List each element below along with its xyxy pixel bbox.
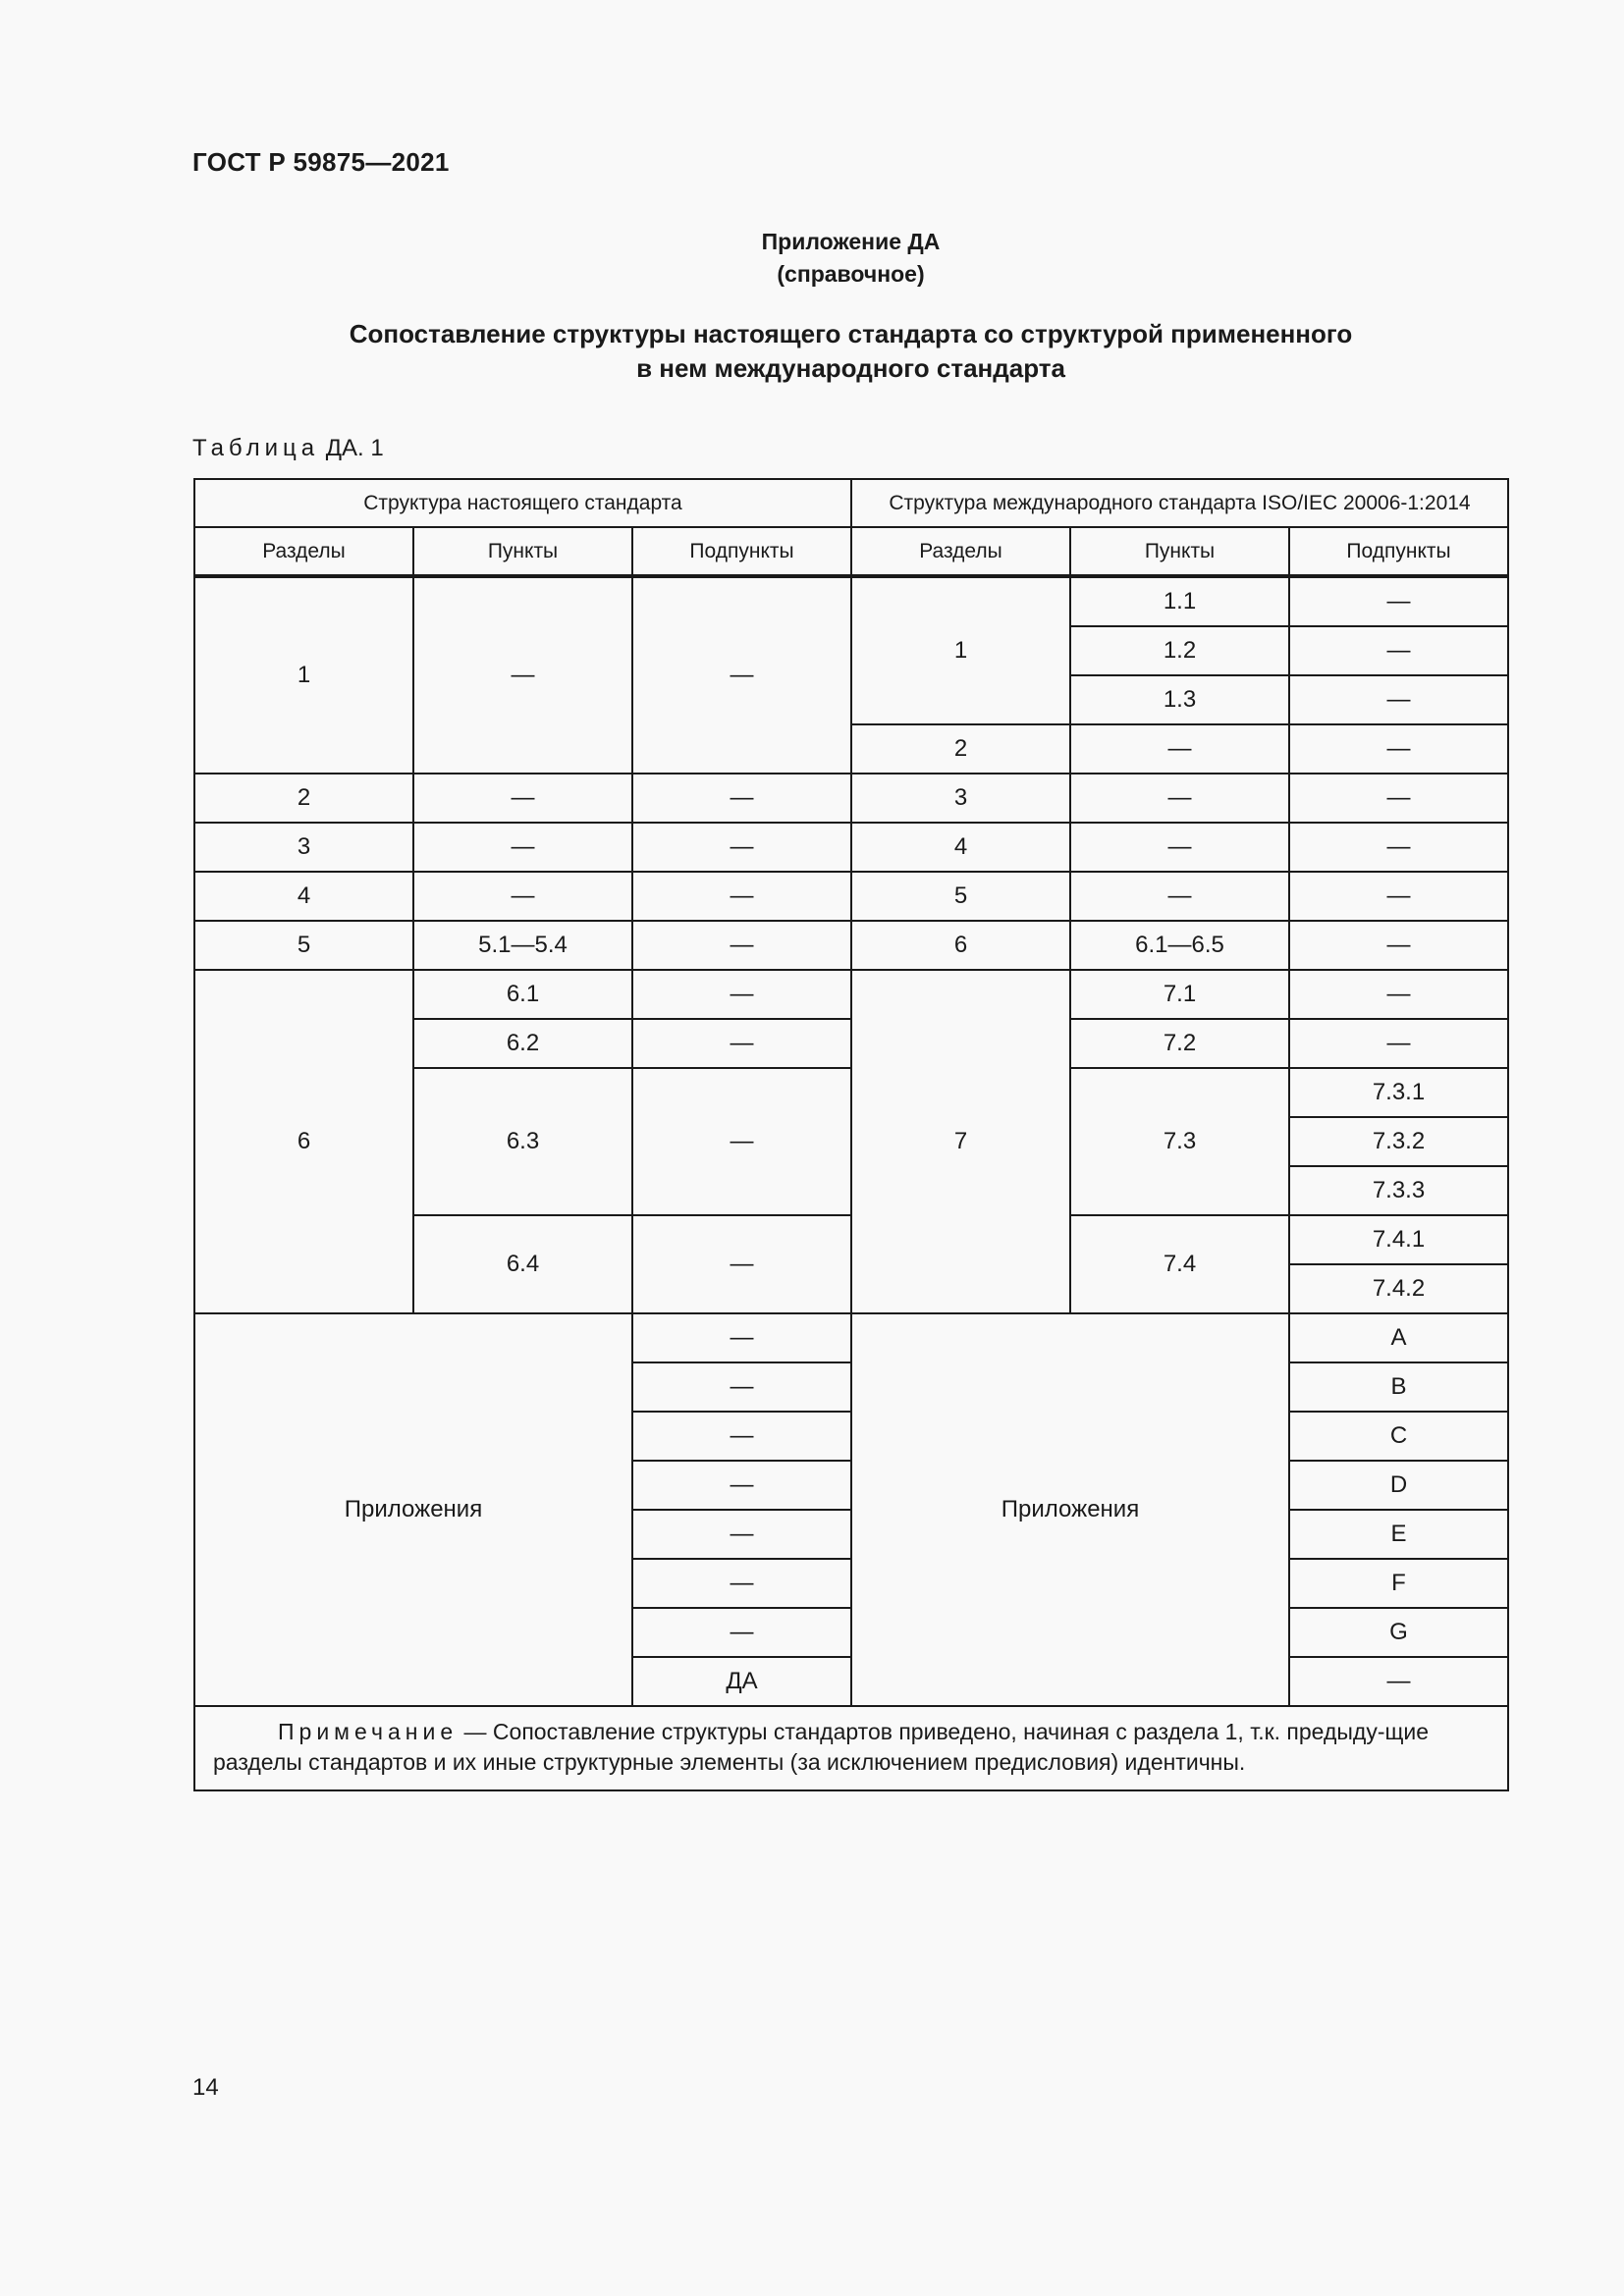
table-cell: 6.1 [413, 970, 632, 1019]
table-cell: 6.1—6.5 [1070, 921, 1289, 970]
table-cell: — [1289, 872, 1508, 921]
table-cell: — [632, 1215, 851, 1313]
appendix-heading [0, 226, 1624, 291]
table-cell: 4 [851, 823, 1070, 872]
table-cell: 7.2 [1070, 1019, 1289, 1068]
table-cell: — [1289, 724, 1508, 774]
table-cell: — [632, 872, 851, 921]
table-cell: A [1289, 1313, 1508, 1362]
table-cell: 6.4 [413, 1215, 632, 1313]
table-cell: D [1289, 1461, 1508, 1510]
table-row [194, 921, 1508, 970]
table-cell: — [632, 774, 851, 823]
table-cell: — [632, 1559, 851, 1608]
table-row [194, 823, 1508, 872]
table-cell: 1.2 [1070, 626, 1289, 675]
table-cell: — [413, 576, 632, 774]
table-cell: — [1289, 1657, 1508, 1706]
table-cell: 6 [194, 970, 413, 1313]
table-cell: — [1289, 823, 1508, 872]
table-cell: — [632, 921, 851, 970]
main-title-line-1: Сопоставление структуры настоящего стандарта со структурой примененного [349, 319, 1353, 348]
table-cell: 7.3 [1070, 1068, 1289, 1215]
international-appendices-label: Приложения [851, 1313, 1289, 1706]
table-cell: 7.4.1 [1289, 1215, 1508, 1264]
table-cell: 1 [194, 576, 413, 774]
page-number: 14 [192, 2074, 219, 2101]
appendix-title: Приложение ДА [761, 229, 941, 254]
international-structure-header: Структура международного стандарта ISO/IEC 20006-1:2014 [851, 479, 1508, 527]
table-note [194, 1706, 1508, 1790]
table-row [194, 1313, 1508, 1362]
table-cell: F [1289, 1559, 1508, 1608]
document-code: ГОСТ Р 59875—2021 [192, 147, 450, 177]
table-cell: — [1289, 1019, 1508, 1068]
national-appendices-label: Приложения [194, 1313, 632, 1706]
table-cell: 7.3.1 [1289, 1068, 1508, 1117]
table-row [194, 872, 1508, 921]
table-cell: — [632, 1608, 851, 1657]
table-cell: 7.1 [1070, 970, 1289, 1019]
table-cell: — [1289, 774, 1508, 823]
table-cell: — [632, 1461, 851, 1510]
column-header: Подпункты [1289, 527, 1508, 576]
table-cell: — [632, 1510, 851, 1559]
table-cell: 3 [851, 774, 1070, 823]
table-cell: — [632, 1412, 851, 1461]
comparison-table [193, 478, 1509, 1791]
table-cell: — [1070, 872, 1289, 921]
table-cell: 5.1—5.4 [413, 921, 632, 970]
table-cell: 6.2 [413, 1019, 632, 1068]
table-cell: — [1289, 675, 1508, 724]
table-cell: — [632, 1068, 851, 1215]
table-row [194, 970, 1508, 1019]
column-header: Разделы [194, 527, 413, 576]
table-cell: 4 [194, 872, 413, 921]
table-cell: — [632, 970, 851, 1019]
table-cell: 7.3.2 [1289, 1117, 1508, 1166]
table-cell: — [632, 1019, 851, 1068]
table-caption [192, 435, 384, 462]
table-cell: 5 [194, 921, 413, 970]
table-cell: — [1289, 576, 1508, 626]
table-cell: — [1070, 774, 1289, 823]
table-cell: 1.1 [1070, 576, 1289, 626]
table-cell: ДА [632, 1657, 851, 1706]
table-note-row [194, 1706, 1508, 1790]
table-caption-label: Таблица [192, 435, 320, 461]
table-cell: 7.4.2 [1289, 1264, 1508, 1313]
note-text: — Сопоставление структуры стандартов приведено, начиная с раздела 1, т.к. предыду-щие разделы стандартов и их иные структурные элементы (за исключением предисловия) идентичны. [213, 1719, 1430, 1775]
main-title [0, 317, 1624, 386]
table-caption-number: ДА. 1 [325, 435, 384, 461]
national-structure-header: Структура настоящего стандарта [194, 479, 851, 527]
table-cell: 3 [194, 823, 413, 872]
table-cell: — [413, 872, 632, 921]
table-cell: — [1289, 626, 1508, 675]
appendix-subtitle: (справочное) [777, 261, 925, 287]
note-label: Примечание [278, 1719, 459, 1744]
table-cell: 7.4 [1070, 1215, 1289, 1313]
table-cell: — [632, 1362, 851, 1412]
table-cell: 7.3.3 [1289, 1166, 1508, 1215]
table-column-header-row [194, 527, 1508, 576]
table-cell: 1.3 [1070, 675, 1289, 724]
table-cell: — [1289, 921, 1508, 970]
table-cell: — [632, 576, 851, 774]
column-header: Разделы [851, 527, 1070, 576]
table-cell: — [632, 1313, 851, 1362]
table-cell: 7 [851, 970, 1070, 1313]
table-cell: — [413, 823, 632, 872]
table-group-header-row [194, 479, 1508, 527]
table-cell: 6 [851, 921, 1070, 970]
table-cell: — [1070, 823, 1289, 872]
table-cell: 2 [851, 724, 1070, 774]
table-cell: 6.3 [413, 1068, 632, 1215]
column-header: Пункты [1070, 527, 1289, 576]
table-row [194, 576, 1508, 626]
table-row [194, 774, 1508, 823]
table-cell: 5 [851, 872, 1070, 921]
table-cell: 2 [194, 774, 413, 823]
column-header: Подпункты [632, 527, 851, 576]
main-title-line-2: в нем международного стандарта [636, 353, 1065, 383]
table-cell: G [1289, 1608, 1508, 1657]
table-cell: — [413, 774, 632, 823]
table-cell: — [632, 823, 851, 872]
table-cell: C [1289, 1412, 1508, 1461]
table-cell: — [1070, 724, 1289, 774]
table-cell: — [1289, 970, 1508, 1019]
table-cell: 1 [851, 576, 1070, 724]
table-cell: B [1289, 1362, 1508, 1412]
table-cell: E [1289, 1510, 1508, 1559]
column-header: Пункты [413, 527, 632, 576]
